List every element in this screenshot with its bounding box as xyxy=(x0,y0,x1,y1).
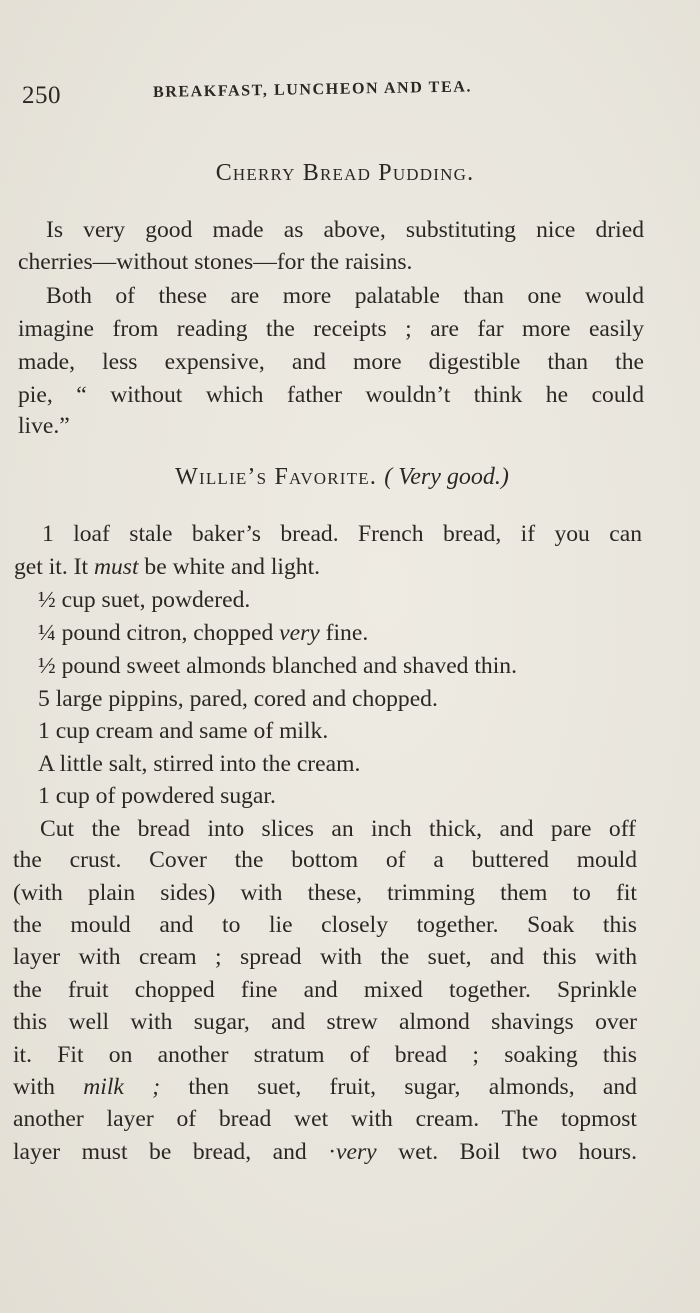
method-line: layer with cream ; spread with the suet, and this with xyxy=(13,944,637,970)
paragraph-line: pie, “ without which father wouldn’t think he could xyxy=(18,382,644,408)
ingredient-line: 1 cup of powdered sugar. xyxy=(38,783,276,809)
running-head: BREAKFAST, LUNCHEON AND TEA. xyxy=(152,78,473,101)
method-line: layer must be bread, and ·very wet. Boil two hours. xyxy=(13,1139,638,1165)
paragraph-line: cherries—without stones—for the raisins. xyxy=(18,249,413,275)
paragraph-line: imagine from reading the receipts ; are far more easily xyxy=(18,316,644,342)
paragraph-line: Both of these are more palatable than one would xyxy=(46,283,644,309)
method-line: another layer of bread wet with cream. The topmost xyxy=(13,1106,637,1132)
recipe-title-text: Willie’s Favorite. xyxy=(175,464,378,490)
method-line: the fruit chopped fine and mixed together. Sprinkle xyxy=(13,977,637,1003)
ingredient-line: ½ pound sweet almonds blanched and shaved thin. xyxy=(38,653,517,679)
recipe-title-cherry-bread-pudding: Cherry Bread Pudding. xyxy=(215,160,475,186)
paragraph-line: live.” xyxy=(18,413,70,439)
ingredient-line: 1 loaf stale baker’s bread. French bread, if you can xyxy=(42,521,642,547)
method-line: it. Fit on another stratum of bread ; soaking this xyxy=(13,1042,637,1068)
method-line: the crust. Cover the bottom of a buttered mould xyxy=(13,847,637,873)
page-header xyxy=(22,78,642,112)
recipe-title-note: ( Very good.) xyxy=(384,464,509,490)
recipe-title-willies-favorite xyxy=(12,464,672,491)
ingredient-line: get it. It must be white and light. xyxy=(14,554,321,580)
method-line: the mould and to lie closely together. Soak this xyxy=(13,912,637,938)
ingredient-line: A little salt, stirred into the cream. xyxy=(38,751,361,777)
paragraph-line: made, less expensive, and more digestible than the xyxy=(18,349,644,375)
ingredient-line: ½ cup suet, powdered. xyxy=(38,587,251,613)
method-line: Cut the bread into slices an inch thick, and pare off xyxy=(40,816,636,842)
paragraph-line: Is very good made as above, substituting nice dried xyxy=(46,217,644,243)
ingredient-line: 1 cup cream and same of milk. xyxy=(38,718,329,744)
ingredient-line: 5 large pippins, pared, cored and chopped. xyxy=(38,686,438,712)
method-line: this well with sugar, and strew almond shavings over xyxy=(13,1009,637,1035)
method-line: with milk ; then suet, fruit, sugar, almonds, and xyxy=(13,1074,637,1100)
page-number: 250 xyxy=(22,82,61,109)
method-line: (with plain sides) with these, trimming them to fit xyxy=(13,880,637,906)
ingredient-line: ¼ pound citron, chopped very fine. xyxy=(38,620,369,646)
